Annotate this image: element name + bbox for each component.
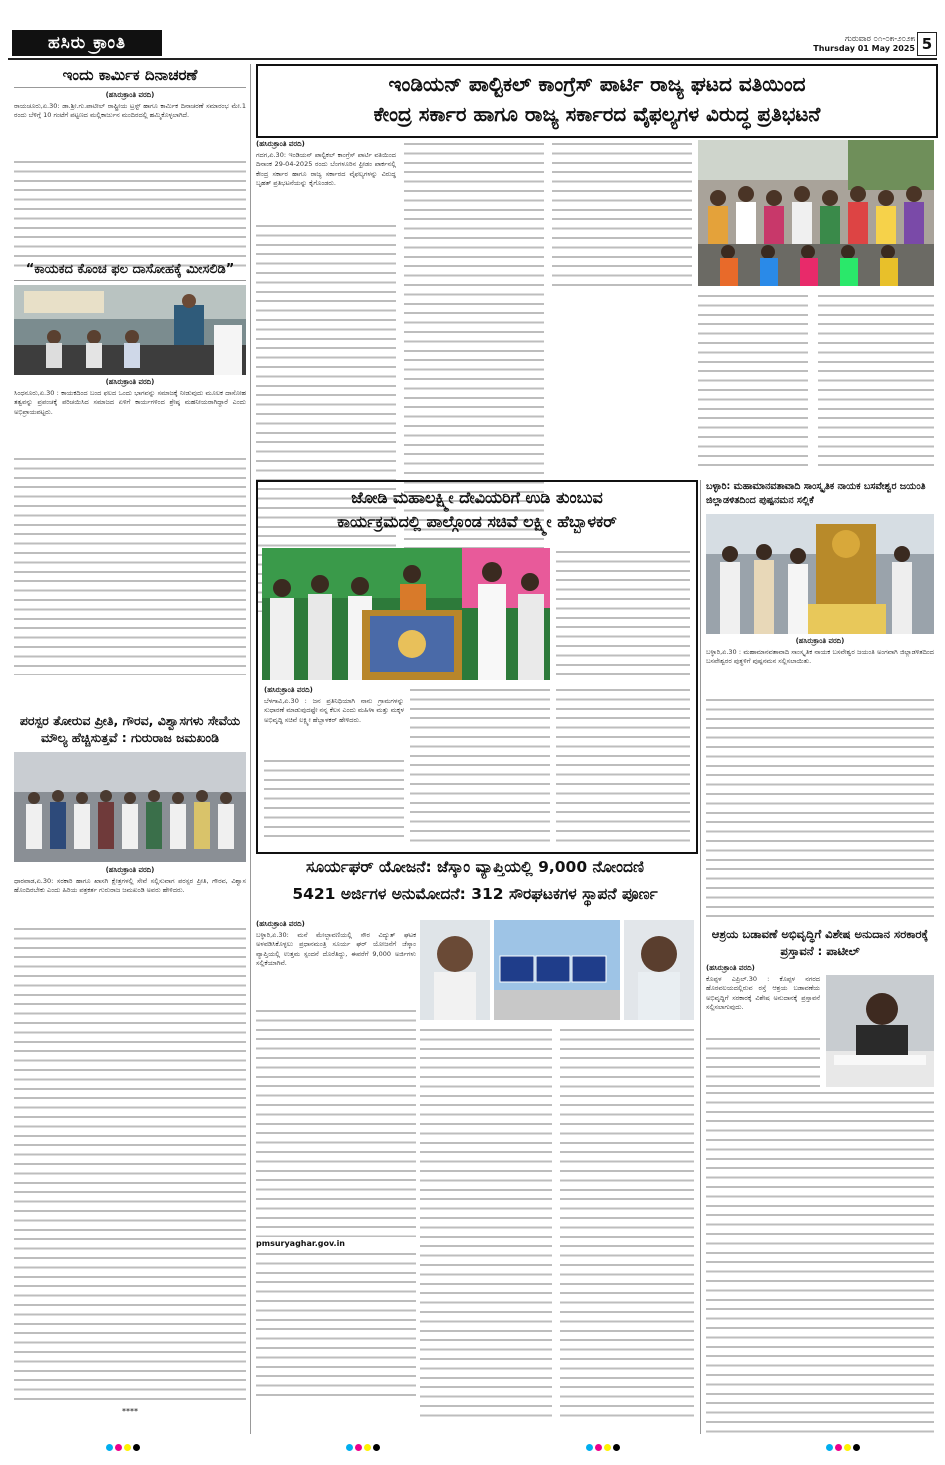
- story-body-continued: [14, 158, 246, 268]
- story-body-continued: [706, 1035, 820, 1087]
- top-story-headline-line1: ಇಂಡಿಯನ್ ಪಾಲ್ಟಿಕಲ್ ಕಾಂಗ್ರೆಸ್ ಪಾರ್ಟಿ ರಾಜ್ಯ ಘಟದ ವತಿಯಿಂದ: [388, 72, 806, 96]
- minister-photo-image: [262, 548, 550, 680]
- registration-marks: [346, 1444, 380, 1451]
- story-body-continued: [706, 1089, 934, 1439]
- story-body: ಬಳ್ಳಾರಿ,ಏ.30 : ಮಹಾಮಾನವತಾವಾದಿ ಸಾಂಸ್ಕೃತಿಕ ನಾಯಕ ಬಸವೇಶ್ವರ ಜಯಂತಿ ಅಂಗವಾಗಿ ಜಿಲ್ಲಾಡಳಿತದಿಂದ ಬಸವೇಶ್ವರರ ಪುತ್ಥಳಿಗೆ ಪುಷ್ಪನಮನ ಸಲ್ಲಿಸಲಾಯಿತು.: [706, 648, 934, 666]
- protest-photo-image: [698, 140, 934, 286]
- patil-photo-image: [826, 975, 934, 1087]
- story-body-continued: [706, 696, 934, 918]
- masthead-title: ಹಸಿರು ಕ್ರಾಂತಿ: [12, 30, 162, 56]
- center-story-text: [264, 686, 404, 841]
- story-body: ಬಳ್ಳಾರಿ,ಏ.30: ಮನೆ ಮೇಲ್ಛಾವಣಿಯಲ್ಲಿ ಸೌರ ವಿದ್ಯುತ್ ಘಟಕ ಅಳವಡಿಸಿಕೊಳ್ಳಲು ಪ್ರಧಾನಮಂತ್ರಿ ಸೂರ್ಯ ಘರ್ ಯೋಜನೆಗೆ ಜೆಸ್ಕಾಂ ವ್ಯಾಪ್ತಿಯಲ್ಲಿ ಉತ್ತಮ ಸ್ಪಂದನೆ ದೊರೆತಿದ್ದು, ಈವರೆಗೆ 9,000 ಅರ್ಜಿಗಳು ಸಲ್ಲಿಕೆಯಾಗಿವೆ.: [256, 931, 416, 968]
- column-rule: [250, 64, 251, 1434]
- story-byline: (ಹಸಿರುಕ್ರಾಂತಿ ವರದಿ): [264, 686, 313, 694]
- top-story-body-col4: [698, 292, 808, 472]
- story-basava-jayanti: [706, 480, 934, 918]
- solar-website: pmsuryaghar.gov.in: [256, 1239, 346, 1248]
- center-story-box: [256, 480, 698, 854]
- story-body-continued: [264, 757, 404, 841]
- story-body: ಸಿಂಧನೂರು,ಏ.30 : ಕಾಯಕದಿಂದ ಬಂದ ಫಲದ ಒಂದು ಭಾಗವನ್ನು ಸಮಾಜಕ್ಕೆ ನೀಡುವುದು ಮೂಲಕ ದಾಸೋಹ ತತ್ವವನ್ನು ಪ್ರಪಂಚಕ್ಕೆ ಪರಿಚಯಿಸಿದ ಸಮಾಜದ ಏಳಿಗೆ ಕಾರ್ಯಗಳಿಂದ ಶ್ರೇಷ್ಠ ಮಹನೀಯರಾಗಿದ್ದಾರೆ ಎಂದು ಅಭಿಪ್ರಾಯಪಟ್ಟರು.: [14, 389, 246, 416]
- center-story-body-right: [556, 548, 690, 680]
- statue-photo-image: [706, 514, 934, 634]
- story-body: ಗದಗ,ಏ.30: ಇಂಡಿಯನ್ ಪಾಲ್ಟಿಕಲ್ ಕಾಂಗ್ರೆಸ್ ಪಾರ್ಟಿ ವತಿಯಿಂದ ದಿನಾಂಕ 29-04-2025 ರಂದು ಬೆಂಗಳೂರಿನ ಫ್ರೀಡಂ ಪಾರ್ಕನಲ್ಲಿ ಕೇಂದ್ರ ಸರ್ಕಾರ ಹಾಗೂ ರಾಜ್ಯ ಸರ್ಕಾರದ ವೈಫಲ್ಯಗಳನ್ನು ವಿರುದ್ಧ ಬೃಹತ್ ಪ್ರತಿಭಟನೆಯನ್ನು ಕೈಗೊಂಡರು.: [256, 151, 396, 188]
- header-rule: [8, 58, 937, 60]
- protest-photo: [698, 140, 934, 286]
- center-story-body-col2: [410, 686, 550, 844]
- story-body-continued: [552, 140, 692, 290]
- story-gururaj: [14, 712, 246, 1416]
- story-byline: (ಹಸಿರುಕ್ರಾಂತಿ ವರದಿ): [256, 920, 305, 928]
- page-number: 5: [917, 32, 937, 56]
- solar-headline-line2: 5421 ಅರ್ಜಿಗಳ ಅನುಮೋದನೆ: 312 ಸೌರಘಟಕಗಳ ಸ್ಥಾಪನೆ ಪೂರ್ಣ: [292, 885, 658, 903]
- date-english: Thursday 01 May 2025: [813, 44, 915, 53]
- story-body-continued: [256, 1007, 416, 1237]
- top-story-headline-line2: ಕೇಂದ್ರ ಸರ್ಕಾರ ಹಾಗೂ ರಾಜ್ಯ ಸರ್ಕಾರದ ವೈಫಲ್ಯಗಳ ವಿರುದ್ಧ ಪ್ರತಿಭಟನೆ: [373, 102, 821, 126]
- story-byline: (ಹಸಿರುಕ್ರಾಂತಿ ವರದಿ): [795, 637, 845, 645]
- group-photo: [14, 752, 246, 862]
- solar-headline-line1: ಸೂರ್ಯಘರ್ ಯೋಜನೆ: ಜೆಸ್ಕಾಂ ವ್ಯಾಪ್ತಿಯಲ್ಲಿ 9,000 ನೋಂದಣಿ: [306, 858, 644, 876]
- solar-body-col3: [560, 1026, 694, 1424]
- column-rule: [700, 480, 701, 1434]
- story-body-continued: [14, 455, 246, 675]
- stage-photo-image: [14, 285, 246, 375]
- event-photo: [14, 285, 246, 375]
- story-headline: ಇಂದು ಕಾರ್ಮಿಕ ದಿನಾಚರಣೆ: [14, 66, 246, 88]
- story-body: ಬೆಳಗಾವಿ,ಏ.30 : ಜನ ಪ್ರತಿನಿಧಿಯಾಗಿ ನಾನು ಗ್ರಾಮಗಳನ್ನು ಸುಧಾರಣೆ ಮಾಡುವುದಷ್ಟೇ ನನ್ನ ಕೆಲಸ ಎಂದು ಮಹಿಳಾ ಮತ್ತು ಮಕ್ಕಳ ಅಭಿವೃದ್ಧಿ ಸಚಿವೆ ಲಕ್ಷ್ಮೀ ಹೆಬ್ಬಾಳಕರ್ ಹೇಳಿದರು.: [264, 697, 404, 724]
- story-dasoha: [14, 262, 246, 675]
- story-byline: (ಹಸಿರುಕ್ರಾಂತಿ ವರದಿ): [105, 91, 155, 99]
- center-story-headline-line2: ಕಾರ್ಯಕ್ರಮದಲ್ಲಿ ಪಾಲ್ಗೊಂಡ ಸಚಿವೆ ಲಕ್ಷ್ಮೀ ಹೆಬ್ಬಾಳಕರ್: [337, 512, 617, 531]
- solar-story-text: [256, 920, 416, 1400]
- story-body-continued: [256, 1250, 416, 1400]
- registration-marks: [106, 1444, 140, 1451]
- top-story-text: [256, 140, 694, 217]
- story-body-continued: [14, 925, 246, 1405]
- story-headline: “ಕಾಯಕದ ಕೊಂಚ ಫಲ ದಾಸೋಹಕ್ಕೆ ಮೀಸಲಿಡಿ”: [14, 262, 246, 281]
- story-body: ರಾಯಚೂರು,ಏ.30: ಡಾ.ಶ್ರೀ.ಗು.ಪಾಟೀಲ್ ರಾಷ್ಟ್ರೀಯ ಟ್ರಸ್ಟ್ ಹಾಗೂ ಕಾರ್ಮಿಕ ದಿನಾಚರಣೆ ಸಮಾರಂಭ ಮೇ.1 ರಂದು ಬೆಳಿಗ್ಗೆ 10 ಗಂಟೆಗೆ ಪಟ್ಟಣದ ಮಲ್ಲಿಕಾರ್ಜುನ ಮಂದಿರದಲ್ಲಿ ಹಮ್ಮಿಕೊಳ್ಳಲಾಗಿದೆ.: [14, 102, 246, 120]
- group-photo-image: [14, 752, 246, 862]
- solar-photos-image: [420, 920, 694, 1020]
- center-story-headline-line1: ಜೋಡಿ ಮಹಾಲಕ್ಷ್ಮೀ ದೇವಿಯರಿಗೆ ಉಡಿ ತುಂಬುವ: [351, 488, 603, 507]
- issue-date: [813, 34, 915, 54]
- minister-photo: [262, 548, 550, 680]
- story-text-block: [706, 975, 820, 1087]
- story-headline: ಪರಸ್ಪರ ತೋರುವ ಪ್ರೀತಿ, ಗೌರವ, ವಿಶ್ವಾಸಗಳು ಸೇವೆಯ ಮೌಲ್ಯ ಹೆಚ್ಚಿಸುತ್ತವೆ : ಗುರುರಾಜ ಜಮಖಂಡಿ: [19, 713, 241, 745]
- story-labour-day: [14, 66, 246, 268]
- registration-marks: [826, 1444, 860, 1451]
- solar-photos: [420, 920, 694, 1020]
- statue-photo: [706, 514, 934, 634]
- story-ashraya: [706, 926, 934, 1439]
- top-story-body-col5: [818, 292, 934, 472]
- story-byline: (ಹಸಿರುಕ್ರಾಂತಿ ವರದಿ): [105, 866, 155, 874]
- solar-body-col2: [420, 1026, 552, 1424]
- story-headline: ಬಳ್ಳಾರಿ: ಮಹಾಮಾನವತಾವಾದಿ ಸಾಂಸ್ಕೃತಿಕ ನಾಯಕ ಬಸವೇಶ್ವರ ಜಯಂತಿ ಜಿಲ್ಲಾಡಳಿತದಿಂದ ಪುಷ್ಪನಮನ ಸಲ್ಲಿಕೆ: [706, 481, 926, 506]
- patil-photo: [826, 975, 934, 1087]
- story-byline: (ಹಸಿರುಕ್ರಾಂತಿ ವರದಿ): [105, 378, 155, 386]
- date-kannada: ಗುರುವಾರ ೦೧-೦೫-೨೦೨೫: [845, 34, 915, 43]
- story-byline: (ಹಸಿರುಕ್ರಾಂತಿ ವರದಿ): [706, 964, 755, 972]
- center-story-body-col3: [556, 686, 690, 844]
- registration-marks: [586, 1444, 620, 1451]
- story-byline: (ಹಸಿರುಕ್ರಾಂತಿ ವರದಿ): [256, 140, 305, 148]
- story-headline: ಆಶ್ರಯ ಬಡಾವಣೆ ಅಭಿವೃದ್ಧಿಗೆ ವಿಶೇಷ ಅನುದಾನ ಸರಕಾರಕ್ಕೆ ಪ್ರಸ್ತಾವನೆ : ಪಾಟೀಲ್: [711, 927, 929, 958]
- end-mark: ****: [122, 1407, 138, 1416]
- top-story-headline-box: [256, 64, 938, 138]
- story-body: ಕೊಪ್ಪಳ ಎಪ್ರಿಲ್.30 : ಕೊಪ್ಪಳ ನಗರದ ಹೊರವಲಯದಲ್ಲಿರುವ ರಸ್ತೆ ಆಶ್ರಯ ಬಡಾವಣೆಯ ಅಭಿವೃದ್ಧಿಗೆ ಸರಕಾರಕ್ಕೆ ವಿಶೇಷ ಅನುದಾನಕ್ಕೆ ಪ್ರಸ್ತಾವನೆ ಸಲ್ಲಿಸಲಾಗುವುದು.: [706, 975, 820, 1012]
- solar-story-headline-box: [256, 856, 694, 912]
- story-body: ಧಾರವಾಡ,ಏ.30: ಸರಕಾರಿ ಹಾಗೂ ಖಾಸಗಿ ಕ್ಷೇತ್ರಗಳಲ್ಲಿ ಸೇವೆ ಸಲ್ಲಿಸುವಾಗ ಪರಸ್ಪರ ಪ್ರೀತಿ, ಗೌರವ, ವಿಶ್ವಾಸ ಹೊಂದಿರಬೇಕು ಎಂದು ಹಿರಿಯ ಪತ್ರಕರ್ತ ಗುರುರಾಜ ಜಮಖಂಡಿ ಅವರು ಹೇಳಿದರು.: [14, 877, 246, 895]
